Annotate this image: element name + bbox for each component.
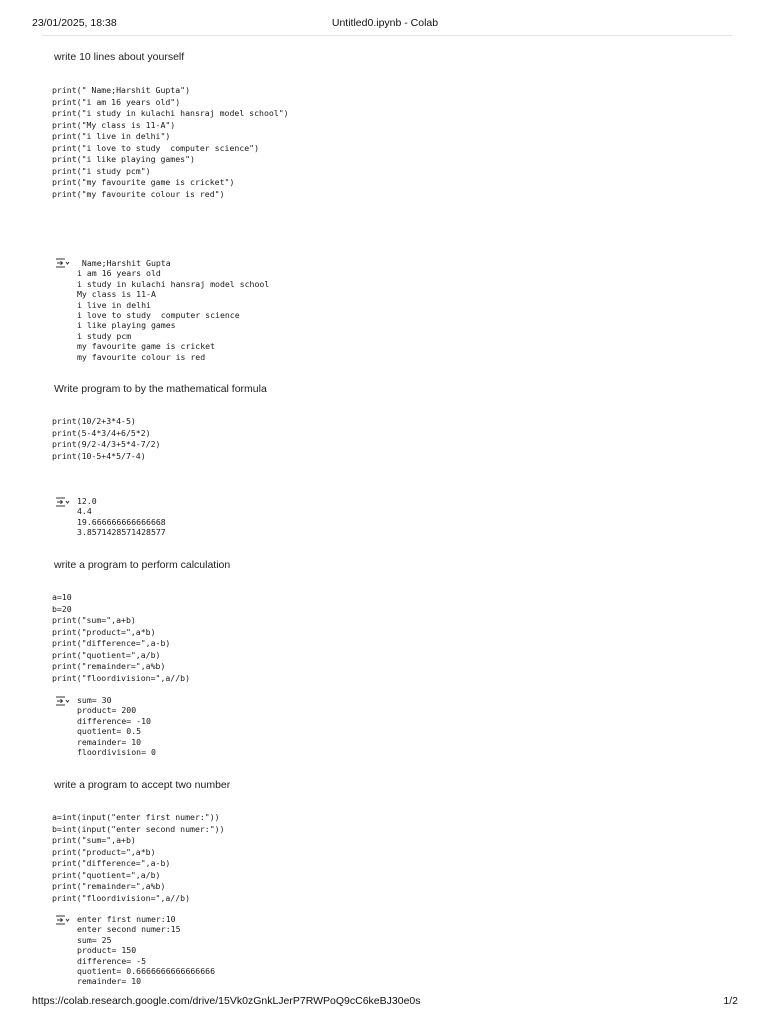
code-line: print("remainder=",a%b)	[52, 661, 166, 671]
output-line: my favourite game is cricket	[77, 341, 216, 352]
code-line: print("floordivision=",a//b)	[52, 672, 191, 683]
output-line: 12.0	[77, 496, 97, 506]
output-line: quotient= 0.6666666666666666	[77, 965, 216, 976]
code-line: print("i am 16 years old")	[52, 96, 181, 107]
code-line: print("product=",a*b)	[52, 846, 156, 857]
output-line: i study pcm	[77, 330, 132, 341]
code-line: print("i like playing games")	[52, 154, 195, 164]
code-line: print(9/2-4/3+5*4-7/2)	[52, 439, 161, 449]
output-line: My class is 11-A	[77, 289, 156, 300]
output-line: floordivision= 0	[77, 746, 156, 757]
code-line: print("my favourite game is cricket")	[52, 177, 235, 187]
code-line: print("difference=",a-b)	[52, 858, 171, 868]
output-line: i live in delhi	[77, 299, 151, 310]
document-title: Untitled0.ipynb - Colab	[331, 17, 439, 29]
output-line: sum= 30	[77, 695, 112, 705]
code-line: b=int(input("enter second numer:"))	[52, 823, 225, 834]
code-line: print("remainder=",a%b)	[52, 881, 166, 891]
code-line: print("i study pcm")	[52, 165, 151, 176]
output-line: enter first numer:10	[77, 914, 176, 924]
code-line: print("difference=",a-b)	[52, 638, 171, 648]
output-line: product= 200	[77, 705, 137, 716]
code-line: print("my favourite colour is red")	[52, 188, 225, 199]
cell-output	[77, 258, 269, 362]
code-line: print("My class is 11-A")	[52, 119, 176, 130]
code-cell[interactable]	[52, 85, 289, 200]
output-toggle-icon[interactable]	[55, 915, 70, 925]
page-number: 1/2	[723, 995, 738, 1007]
markdown-heading: write 10 lines about yourself	[54, 51, 185, 63]
output-line: sum= 25	[77, 934, 112, 945]
print-datetime: 23/01/2025, 18:38	[32, 17, 117, 29]
code-cell[interactable]	[52, 592, 190, 684]
output-toggle-icon[interactable]	[55, 258, 70, 268]
output-toggle-icon[interactable]	[55, 497, 70, 507]
code-cell[interactable]	[52, 416, 160, 462]
code-line: print(" Name;Harshit Gupta")	[52, 85, 191, 95]
code-line: print("floordivision=",a//b)	[52, 892, 191, 903]
output-line: my favourite colour is red	[77, 351, 206, 362]
code-line: print("i study in kulachi hansraj model school")	[52, 108, 289, 118]
output-line: i study in kulachi hansraj model school	[77, 278, 270, 289]
code-line: print("i love to study computer science")	[52, 142, 260, 153]
code-cell[interactable]	[52, 812, 225, 904]
output-toggle-icon[interactable]	[55, 696, 70, 706]
print-footer	[32, 995, 738, 1009]
code-line: print("sum=",a+b)	[52, 835, 136, 845]
code-line: print("i live in delhi")	[52, 131, 171, 141]
print-header	[32, 17, 738, 31]
output-line: quotient= 0.5	[77, 726, 142, 737]
markdown-heading: write a program to perform calculation	[54, 559, 231, 571]
code-line: print(5-4*3/4+6/5*2)	[52, 427, 151, 438]
output-line: i love to study computer science	[77, 309, 240, 320]
code-line: print("sum=",a+b)	[52, 615, 136, 625]
code-line: a=10	[52, 592, 72, 602]
code-line: print("quotient=",a/b)	[52, 649, 161, 660]
code-line: print(10-5+4*5/7-4)	[52, 450, 146, 461]
page-url: https://colab.research.google.com/drive/15Vk0zGnkLJerP7RWPoQ9cC6keBJ30e0s	[32, 995, 421, 1007]
cell-output	[77, 695, 156, 757]
code-line: print("product=",a*b)	[52, 626, 156, 637]
output-line: remainder= 10	[77, 736, 142, 747]
output-line: remainder= 10	[77, 976, 142, 987]
output-line: 3.8571428571428577	[77, 527, 166, 538]
output-line: enter second numer:15	[77, 924, 181, 935]
output-line: 19.666666666666668	[77, 516, 166, 527]
output-line: i am 16 years old	[77, 268, 161, 279]
markdown-heading: write a program to accept two number	[54, 779, 231, 791]
markdown-heading: Write program to by the mathematical formula	[54, 383, 267, 395]
output-line: Name;Harshit Gupta	[77, 258, 171, 268]
code-line: print("quotient=",a/b)	[52, 869, 161, 880]
output-line: difference= -10	[77, 715, 151, 726]
cell-output	[77, 914, 215, 987]
code-line: a=int(input("enter first numer:"))	[52, 812, 220, 822]
output-line: i like playing games	[77, 320, 176, 331]
output-line: product= 150	[77, 945, 137, 956]
cell-output	[77, 496, 166, 538]
header-divider	[42, 35, 732, 36]
output-line: 4.4	[77, 506, 92, 517]
output-line: difference= -5	[77, 955, 147, 966]
code-line: print(10/2+3*4-5)	[52, 416, 136, 426]
code-line: b=20	[52, 603, 72, 614]
